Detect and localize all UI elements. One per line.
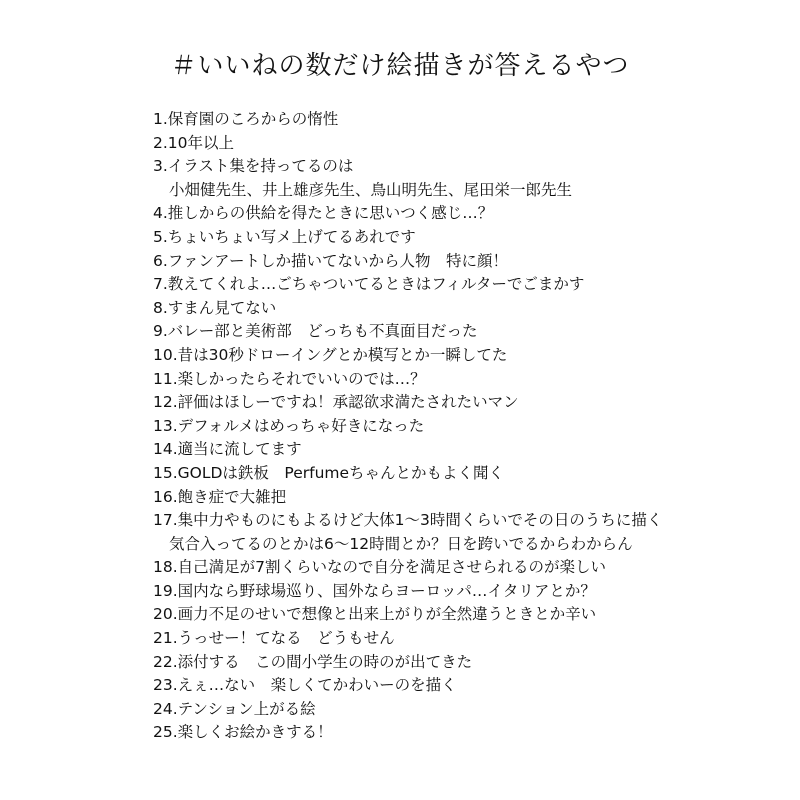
answer-line: 11.楽しかったらそれでいいのでは…？: [153, 369, 426, 388]
answer-list: [153, 108, 662, 745]
answer-line: 12.評価はほしーですね！承認欲求満たされたいマン: [153, 393, 519, 412]
answer-line: 14.適当に流してます: [153, 440, 302, 459]
answer-line: 1.保育園のころからの惰性: [153, 110, 339, 128]
answer-line: 22.添付する この間小学生の時のが出てきた: [153, 652, 473, 671]
answer-line: 13.デフォルメはめっちゃ好きになった: [153, 416, 425, 435]
answer-line: 15.GOLDは鉄板 Perfumeちゃんとかもよく聞く: [153, 463, 505, 482]
answer-line: 16.飽き症で大雑把: [153, 487, 287, 506]
answer-line: 25.楽しくお絵かきする！: [153, 723, 333, 742]
answer-line: 23.えぇ…ない 楽しくてかわいーのを描く: [153, 676, 457, 695]
answer-line-continuation: 気合入ってるのとかは6～12時間とか？日を跨いでるからわからん: [169, 534, 633, 553]
answer-line: 6.ファンアートしか描いてないから人物 特に顔！: [153, 251, 509, 270]
answer-line: 24.テンション上がる絵: [153, 699, 316, 718]
answer-line: 17.集中力やものにもよるけど大体1～3時間くらいでその日のうちに描く: [153, 511, 663, 530]
answer-line: 5.ちょいちょい写メ上げてるあれです: [153, 227, 416, 246]
answer-line-continuation: 小畑健先生、井上雄彦先生、鳥山明先生、尾田栄一郎先生: [169, 180, 573, 199]
answer-line: 8.すまん見てない: [153, 298, 277, 317]
answer-line: 2.10年以上: [153, 133, 235, 152]
page-title: ＃いいねの数だけ絵描きが答えるやつ: [170, 51, 630, 81]
answer-line: 10.昔は30秒ドローイングとか模写とか一瞬してた: [153, 345, 508, 364]
answer-line: 21.うっせー！てなる どうもせん: [153, 629, 395, 648]
answer-line: 7.教えてくれよ…ごちゃついてるときはフィルターでごまかす: [153, 275, 585, 294]
answer-line: 4.推しからの供給を得たときに思いつく感じ…？: [153, 204, 494, 223]
answer-line: 19.国内なら野球場巡り、国外ならヨーロッパ…イタリアとか？: [153, 581, 596, 600]
answer-line: 9.バレー部と美術部 どっちも不真面目だった: [153, 322, 478, 341]
answer-line: 18.自己満足が7割くらいなので自分を満足させられるのが楽しい: [153, 558, 607, 577]
answer-line: 3.イラスト集を持ってるのは: [153, 157, 354, 176]
answer-line: 20.画力不足のせいで想像と出来上がりが全然違うときとか辛い: [153, 605, 597, 624]
